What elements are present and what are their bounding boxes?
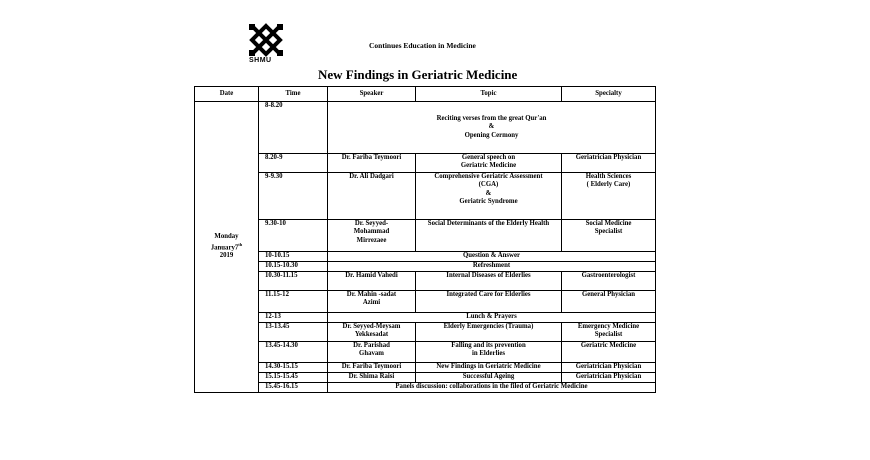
topic-cell: New Findings in Geriatric Medicine: [416, 363, 562, 373]
time-cell: 13-13.45: [259, 323, 328, 342]
time-cell: 15.45-16.15: [259, 383, 328, 393]
column-header: Specialty: [562, 87, 656, 102]
specialty-cell: Geriatrician Physician: [562, 363, 656, 373]
specialty-cell: Social Medicine Specialist: [562, 220, 656, 252]
merged-cell: Question & Answer: [328, 252, 656, 262]
speaker-cell: Dr. Ali Dadgari: [328, 173, 416, 220]
speaker-cell: Dr. Shima Raisi: [328, 373, 416, 383]
time-cell: 9-9.30: [259, 173, 328, 220]
table-row: [195, 291, 656, 313]
specialty-cell: Geriatric Medicine: [562, 342, 656, 363]
merged-cell: Lunch & Prayers: [328, 313, 656, 323]
table-row: [195, 272, 656, 291]
time-cell: 10-10.15: [259, 252, 328, 262]
speaker-cell: Dr. Mahin -sadat Azimi: [328, 291, 416, 313]
column-header: Date: [195, 87, 259, 102]
speaker-cell: Dr. Parishad Ghavam: [328, 342, 416, 363]
topic-cell: Falling and its prevention in Elderlies: [416, 342, 562, 363]
date-cell: [195, 102, 259, 393]
time-cell: 14.30-15.15: [259, 363, 328, 373]
time-cell: 9.30-10: [259, 220, 328, 252]
table-row: [195, 342, 656, 363]
table-row: [195, 363, 656, 373]
time-cell: 10.30-11.15: [259, 272, 328, 291]
merged-cell: Panels discussion: collaborations in the filed of Geriatric Medicine: [328, 383, 656, 393]
speaker-cell: Dr. Hamid Vahedi: [328, 272, 416, 291]
subtitle: Continues Education in Medicine: [369, 41, 476, 50]
column-header: Speaker: [328, 87, 416, 102]
time-cell: 15.15-15.45: [259, 373, 328, 383]
time-cell: 10.15-10.30: [259, 262, 328, 272]
topic-cell: Successful Ageing: [416, 373, 562, 383]
time-cell: 13.45-14.30: [259, 342, 328, 363]
specialty-cell: Geriatrician Physician: [562, 154, 656, 173]
topic-cell: Internal Diseases of Elderlies: [416, 272, 562, 291]
table-row: [195, 173, 656, 220]
table-row: [195, 383, 656, 393]
topic-cell: Social Determinants of the Elderly Health: [416, 220, 562, 252]
topic-cell: Comprehensive Geriatric Assessment (CGA) & Geriatric Syndrome: [416, 173, 562, 220]
time-cell: 8-8.20: [259, 102, 328, 154]
table-row: [195, 373, 656, 383]
speaker-cell: Dr. Seyyed-Meysam Yekkesadat: [328, 323, 416, 342]
specialty-cell: Gastroenterologist: [562, 272, 656, 291]
table-row: [195, 154, 656, 173]
topic-cell: Elderly Emergencies (Trauma): [416, 323, 562, 342]
column-header: Time: [259, 87, 328, 102]
table-row: [195, 262, 656, 272]
topic-cell: General speech on Geriatric Medicine: [416, 154, 562, 173]
table-row: [195, 102, 656, 154]
time-cell: 12-13: [259, 313, 328, 323]
topic-cell: Integrated Care for Elderlies: [416, 291, 562, 313]
page-title: New Findings in Geriatric Medicine: [318, 67, 518, 82]
time-cell: 11.15-12: [259, 291, 328, 313]
speaker-cell: Dr. Fariba Teymoori: [328, 363, 416, 373]
specialty-cell: Health Sciences ( Elderly Care): [562, 173, 656, 220]
table-header-row: [195, 87, 656, 102]
date-year: 2019: [219, 252, 234, 260]
specialty-cell: Geriatrician Physician: [562, 373, 656, 383]
date-month-day: January7: [210, 243, 239, 251]
merged-cell: Refreshment: [328, 262, 656, 272]
specialty-cell: Emergency Medicine Specialist: [562, 323, 656, 342]
table-row: [195, 323, 656, 342]
table-row: [195, 313, 656, 323]
logo-text: SHMU: [249, 57, 272, 64]
speaker-cell: Dr. Fariba Teymoori: [328, 154, 416, 173]
speaker-cell: Dr. Seyyed- Mohammad Mirrezaee: [328, 220, 416, 252]
column-header: Topic: [416, 87, 562, 102]
schedule-table: [194, 86, 656, 393]
merged-cell: Reciting verses from the great Qur'an & Opening Cermony: [328, 102, 656, 154]
date-day: Monday: [214, 233, 239, 241]
table-row: [195, 220, 656, 252]
time-cell: 8.20-9: [259, 154, 328, 173]
specialty-cell: General Physician: [562, 291, 656, 313]
date-suffix: th: [238, 241, 243, 247]
table-row: [195, 252, 656, 262]
